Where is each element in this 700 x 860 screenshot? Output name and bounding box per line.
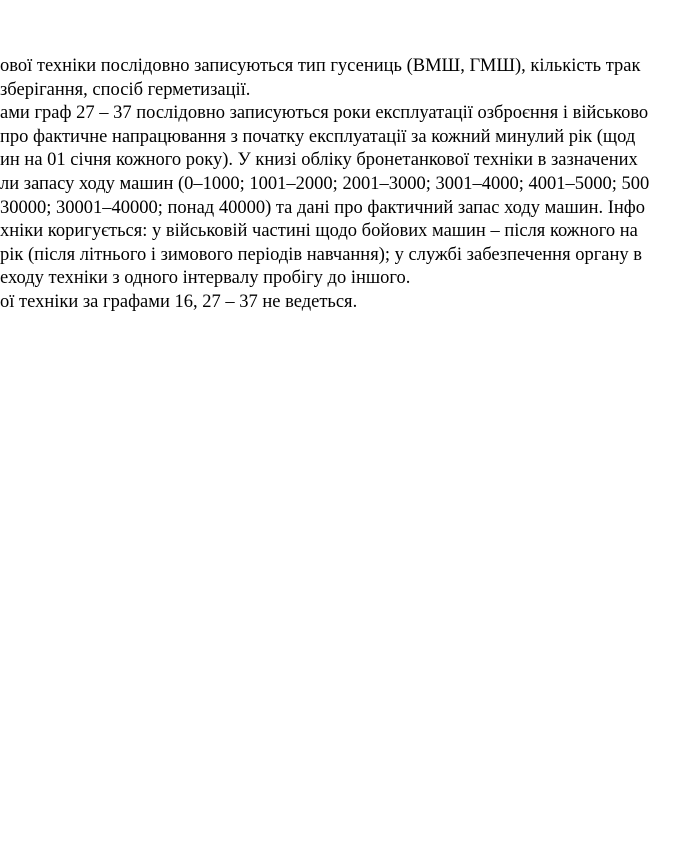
- document-body: [0, 55, 700, 315]
- text-line: рік (після літнього і зимового періодів навчання); у службі забезпечення органу в: [0, 244, 643, 265]
- text-line: ли запасу ходу машин (0–1000; 1001–2000; 2001–3000; 3001–4000; 4001–5000; 500: [0, 173, 650, 194]
- text-line: ин на 01 січня кожного року). У книзі обліку бронетанкової техніки в зазначених: [0, 150, 638, 171]
- text-line: ої техніки за графами 16, 27 – 37 не ведеться.: [0, 291, 358, 312]
- text-line: ової техніки послідовно записуються тип гусениць (ВМШ, ГМШ), кількість трак: [0, 56, 641, 76]
- text-line: 30000; 30001–40000; понад 40000) та дані про фактичний запас ходу машин. Інфо: [0, 197, 646, 218]
- text-line: хніки коригується: у військовій частині щодо бойових машин – після кожного на: [0, 221, 638, 242]
- text-line: еходу техніки з одного інтервалу пробігу до іншого.: [0, 268, 411, 289]
- text-line: про фактичне напрацювання з початку експлуатації за кожний минулий рік (щод: [0, 126, 636, 147]
- text-line: зберігання, спосіб герметизації.: [0, 79, 251, 100]
- text-line: ами граф 27 – 37 послідовно записуються роки експлуатації озброєння і військово: [0, 103, 649, 124]
